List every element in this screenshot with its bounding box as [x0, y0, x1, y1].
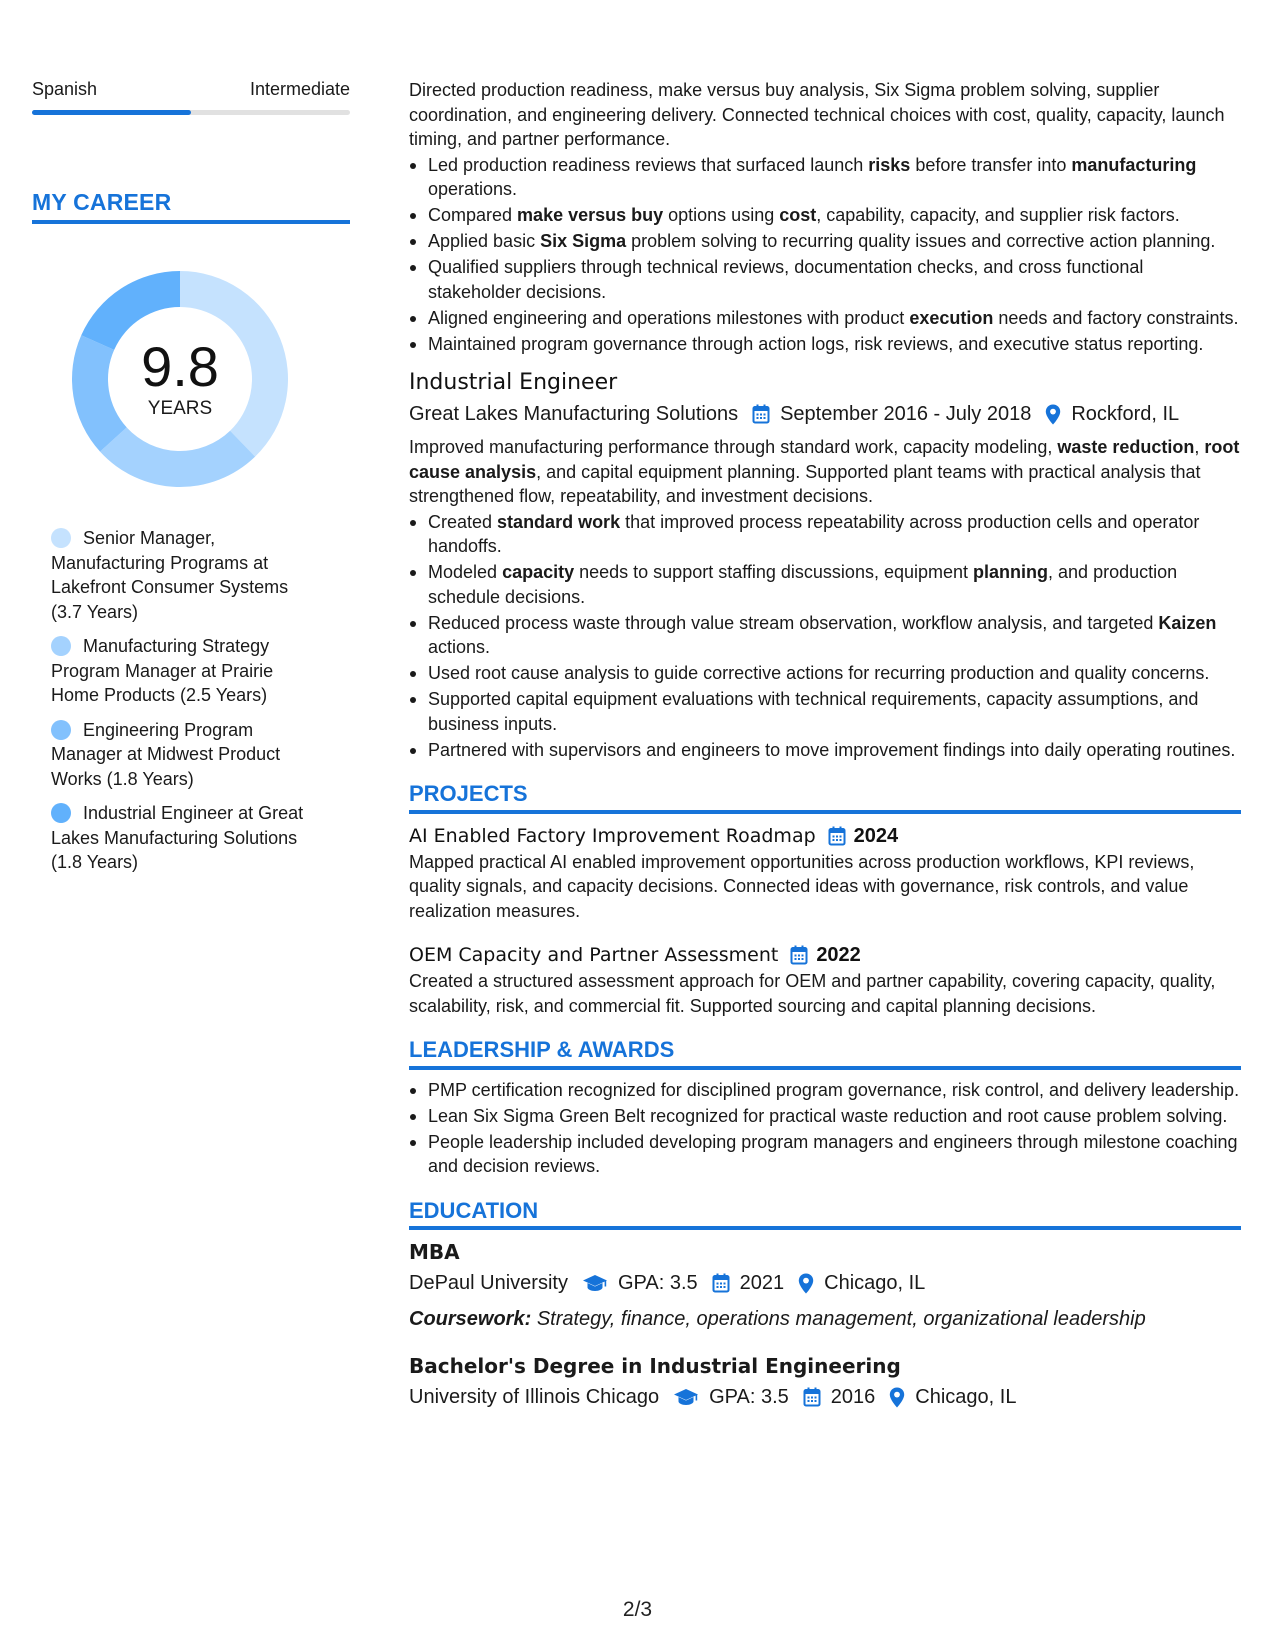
bullet-item: Applied basic Six Sigma problem solving to recurring quality issues and corrective action planning. [409, 229, 1241, 254]
legend-dot [51, 720, 71, 740]
job-dates: September 2016 - July 2018 [780, 403, 1032, 425]
education-meta [409, 1382, 1241, 1412]
career-legend-item [51, 634, 322, 708]
bullet-item: Partnered with supervisors and engineers to move improvement findings into daily operating routines. [409, 738, 1241, 763]
legend-dot [51, 636, 71, 656]
bullet-item: Created standard work that improved process repeatability across production cells and operator handoffs. [409, 510, 1241, 559]
calendar-icon [712, 1273, 730, 1293]
bullet-item: People leadership included developing program managers and engineers through milestone coaching and decision reviews. [409, 1130, 1241, 1179]
bullet-item: Maintained program governance through action logs, risk reviews, and executive status reporting. [409, 332, 1241, 357]
education-degree: MBA [409, 1240, 460, 1264]
legend-label: Engineering Program Manager at Midwest Product Works (1.8 Years) [51, 719, 281, 789]
sidebar [32, 78, 350, 885]
education-location: Chicago, IL [915, 1386, 1017, 1408]
education-item [409, 1352, 1241, 1412]
career-total-unit: YEARS [147, 398, 213, 419]
bullet-item: Qualified suppliers through technical reviews, documentation checks, and cross functional stakeholder decisions. [409, 255, 1241, 304]
language-name: Spanish [32, 79, 98, 99]
graduation-cap-icon [673, 1388, 699, 1406]
education-school: DePaul University [409, 1272, 568, 1294]
career-legend-item [51, 718, 322, 792]
language-row [32, 78, 350, 100]
projects-heading: PROJECTS [409, 782, 1241, 814]
project-item [409, 822, 1241, 924]
job-summary: Improved manufacturing performance through standard work, capacity modeling, waste reduction, root cause analysis, and capital equipment planning. Supported plant teams with practical analysis that strengthened flow, repeatability, and investment decisions. [409, 437, 1240, 506]
location-pin-icon [1045, 404, 1061, 425]
bullet-item: Used root cause analysis to guide corrective actions for recurring production and quality concerns. [409, 661, 1241, 686]
bullet-item: Aligned engineering and operations milestones with product execution needs and factory constraints. [409, 306, 1241, 331]
language-proficiency-bar [32, 110, 350, 115]
project-year: 2022 [816, 944, 861, 966]
career-total-value: 9.8 [141, 335, 219, 398]
education-location: Chicago, IL [824, 1272, 926, 1294]
page-number: 2/3 [622, 1598, 653, 1621]
legend-label: Industrial Engineer at Great Lakes Manufacturing Solutions (1.8 Years) [51, 803, 304, 872]
career-legend [32, 526, 322, 875]
coursework-text: Strategy, finance, operations management, organizational leadership [536, 1308, 1146, 1330]
bullet-item: Reduced process waste through value stream observation, workflow analysis, and targeted Kaizen actions. [409, 611, 1241, 660]
bullet-item: Modeled capacity needs to support staffing discussions, equipment planning, and production schedule decisions. [409, 560, 1241, 609]
coursework-label: Coursework: [409, 1308, 532, 1330]
education-gpa: GPA: 3.5 [709, 1386, 789, 1408]
bullet-item: Compared make versus buy options using cost, capability, capacity, and supplier risk factors. [409, 203, 1241, 228]
education-heading: EDUCATION [409, 1199, 1241, 1231]
bullet-item: Supported capital equipment evaluations with technical requirements, capacity assumptions, and business inputs. [409, 687, 1241, 736]
education-degree: Bachelor's Degree in Industrial Engineering [409, 1354, 901, 1378]
job-title: Industrial Engineer [409, 370, 618, 395]
calendar-icon [752, 404, 770, 424]
career-donut-chart [67, 266, 293, 492]
job-company: Great Lakes Manufacturing Solutions [409, 403, 739, 425]
legend-label: Senior Manager, Manufacturing Programs at Lakefront Consumer Systems (3.7 Years) [51, 528, 289, 622]
education-item [409, 1238, 1241, 1334]
career-heading: MY CAREER [32, 189, 350, 224]
bullet-item: PMP certification recognized for disciplined program governance, risk control, and delivery leadership. [409, 1078, 1241, 1103]
legend-dot [51, 528, 71, 548]
location-pin-icon [889, 1387, 905, 1408]
legend-dot [51, 803, 71, 823]
education-year: 2021 [739, 1272, 785, 1294]
career-legend-item [51, 526, 322, 624]
career-legend-item [51, 801, 322, 875]
project-description: Mapped practical AI enabled improvement opportunities across production workflows, KPI reviews, quality signals, and capacity decisions. Connected ideas with governance, risk controls, and value realization measures. [409, 851, 1195, 921]
prev-role-bullets [409, 153, 1241, 357]
calendar-icon [828, 826, 846, 846]
job-meta [409, 399, 1241, 429]
location-pin-icon [798, 1273, 814, 1294]
project-description: Created a structured assessment approach for OEM and partner capability, covering capacity, quality, scalability, risk, and commercial fit. Supported sourcing and capital planning decisions. [409, 971, 1216, 1016]
calendar-icon [803, 1387, 821, 1407]
bullet-item: Lean Six Sigma Green Belt recognized for practical waste reduction and root cause problem solving. [409, 1104, 1241, 1129]
main-content [409, 78, 1241, 1418]
project-header [409, 941, 1241, 969]
job-bullets [409, 510, 1241, 763]
bullet-item: Led production readiness reviews that surfaced launch risks before transfer into manufacturing operations. [409, 153, 1241, 202]
project-title: OEM Capacity and Partner Assessment [409, 944, 779, 966]
job-location: Rockford, IL [1071, 403, 1180, 425]
donut-center [67, 266, 293, 492]
education-year: 2016 [830, 1386, 876, 1408]
education-coursework [409, 1304, 1241, 1334]
awards-bullets [409, 1078, 1241, 1179]
prev-role-summary: Directed production readiness, make versus buy analysis, Six Sigma problem solving, supplier coordination, and engineering delivery. Connected technical choices with cost, quality, capacity, launch timing, and partner performance. [409, 80, 1225, 149]
project-header [409, 822, 1241, 850]
project-item [409, 941, 1241, 1018]
education-school: University of Illinois Chicago [409, 1386, 660, 1408]
education-gpa: GPA: 3.5 [617, 1272, 698, 1294]
education-meta [409, 1268, 1241, 1298]
legend-label: Manufacturing Strategy Program Manager at Prairie Home Products (2.5 Years) [51, 636, 274, 705]
language-proficiency-fill [32, 110, 191, 115]
project-title: AI Enabled Factory Improvement Roadmap [409, 824, 816, 847]
calendar-icon [790, 945, 808, 965]
graduation-cap-icon [582, 1274, 608, 1292]
project-year: 2024 [853, 824, 899, 847]
awards-heading: LEADERSHIP & AWARDS [409, 1038, 1241, 1070]
language-level: Intermediate [249, 79, 350, 99]
